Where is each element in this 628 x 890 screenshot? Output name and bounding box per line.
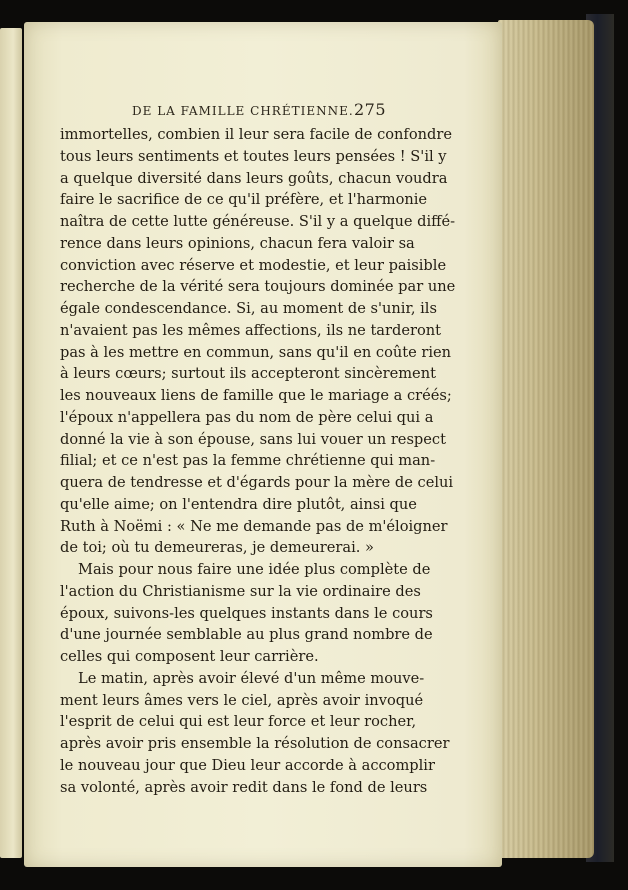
text-line: rence dans leurs opinions, chacun fera valoir sa xyxy=(60,234,415,252)
paragraph-start-line: Mais pour nous faire une idée plus complète de xyxy=(78,561,431,578)
paragraph-start-line: Le matin, après avoir élevé d'un même mouve- xyxy=(78,669,425,687)
text-line: quera de tendresse et d'égards pour la mère de celui xyxy=(60,474,454,491)
text-line: d'une journée semblable au plus grand nombre de xyxy=(60,626,433,644)
text-line: naîtra de cette lutte généreuse. S'il y a quelque diffé- xyxy=(60,213,456,230)
text-line: faire le sacrifice de ce qu'il préfère, et l'harmonie xyxy=(60,191,428,209)
text-line: de toi; où tu demeureras, je demeurerai. » xyxy=(60,539,374,557)
text-line: sa volonté, après avoir redit dans le fond de leurs xyxy=(60,778,428,796)
text-line: donné la vie à son épouse, sans lui vouer un respect xyxy=(60,430,446,448)
page-header xyxy=(60,100,386,120)
text-line: pas à les mettre en commun, sans qu'il en coûte rien xyxy=(60,343,452,361)
left-page-edge xyxy=(0,28,22,858)
page-number: 275 xyxy=(353,100,386,119)
text-line: égale condescendance. Si, au moment de s'unir, ils xyxy=(60,300,437,317)
text-line: tous leurs sentiments et toutes leurs pensées ! S'il y xyxy=(60,147,447,165)
text-line: l'époux n'appellera pas du nom de père celui qui a xyxy=(60,408,434,426)
text-line: a quelque diversité dans leurs goûts, chacun voudra xyxy=(60,169,448,187)
text-line: celles qui composent leur carrière. xyxy=(60,648,319,665)
text-line: le nouveau jour que Dieu leur accorde à accomplir xyxy=(60,756,435,774)
body-text xyxy=(60,124,456,798)
text-line: à leurs cœurs; surtout ils accepteront sincèrement xyxy=(60,365,436,383)
text-line: recherche de la vérité sera toujours dominée par une xyxy=(60,278,456,296)
text-line: n'avaient pas les mêmes affections, ils ne tarderont xyxy=(60,321,441,339)
text-line: immortelles, combien il leur sera facile de confondre xyxy=(60,126,452,143)
text-line: ment leurs âmes vers le ciel, après avoir invoqué xyxy=(60,691,424,709)
text-line: époux, suivons-les quelques instants dans le cours xyxy=(60,604,433,622)
text-line: Ruth à Noëmi : « Ne me demande pas de m'éloigner xyxy=(60,517,448,535)
text-line: filial; et ce n'est pas la femme chrétienne qui man- xyxy=(60,452,436,470)
page-edges-block xyxy=(498,20,594,858)
text-line: l'esprit de celui qui est leur force et leur rocher, xyxy=(60,713,417,731)
text-line: après avoir pris ensemble la résolution de consacrer xyxy=(60,735,450,752)
running-head: DE LA FAMILLE CHRÉTIENNE. xyxy=(132,104,354,118)
text-line: les nouveaux liens de famille que le mariage a créés; xyxy=(60,387,452,404)
text-line: qu'elle aime; on l'entendra dire plutôt, ainsi que xyxy=(60,495,417,513)
text-line: conviction avec réserve et modestie, et leur paisible xyxy=(60,256,447,274)
text-line: l'action du Christianisme sur la vie ordinaire des xyxy=(60,582,421,600)
